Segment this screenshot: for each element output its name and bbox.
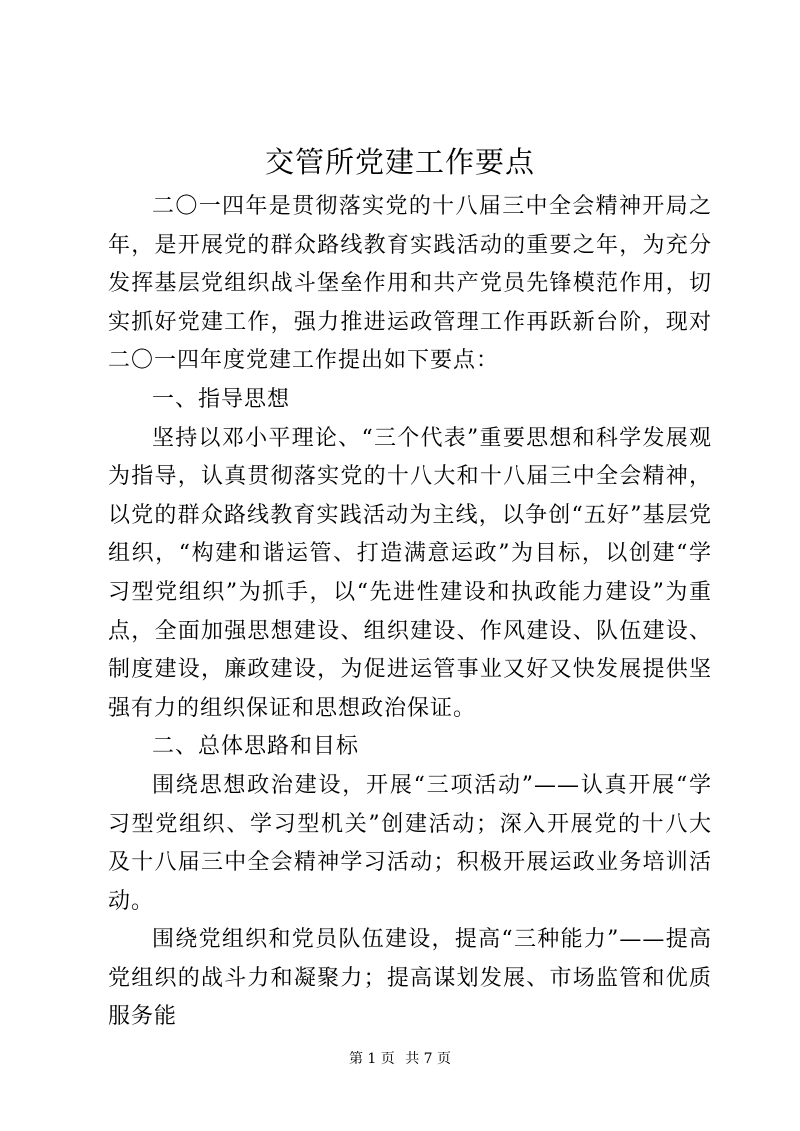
- political-building-paragraph: 围绕思想政治建设，开展“三项活动”——认真开展“学习型党组织、学习型机关”创建活动；深入开展党的十八大及十八届三中全会精神学习活动；积极开展运政业务培训活动。: [108, 772, 712, 914]
- page-number: 第 1 页: [348, 1051, 395, 1067]
- page-footer: [0, 1049, 800, 1069]
- section-heading-guiding-ideology: 一、指导思想: [152, 386, 291, 412]
- page-total: 共 7 页: [405, 1051, 452, 1067]
- intro-paragraph: 二〇一四年是贯彻落实党的十八届三中全会精神开局之年，是开展党的群众路线教育实践活动的重要之年，为充分发挥基层党组织战斗堡垒作用和共产党员先锋模范作用，切实抓好党建工作，强力推进运政管理工作再跃新台阶，现对二〇一四年度党建工作提出如下要点：: [108, 194, 712, 374]
- section-heading-overall-approach: 二、总体思路和目标: [152, 734, 360, 760]
- document-title: 交管所党建工作要点: [264, 145, 535, 179]
- party-team-building-paragraph: 围绕党组织和党员队伍建设，提高“三种能力”——提高党组织的战斗力和凝聚力；提高谋划发展、市场监管和优质服务能: [108, 927, 712, 1030]
- guiding-ideology-paragraph: 坚持以邓小平理论、“三个代表”重要思想和科学发展观为指导，认真贯彻落实党的十八大和十八届三中全会精神，以党的群众路线教育实践活动为主线，以争创“五好”基层党组织，“构建和谐运管、打造满意运政”为目标，以创建“学习型党组织”为抓手，以“先进性建设和执政能力建设”为重点，全面加强思想建设、组织建设、作风建设、队伍建设、制度建设，廉政建设，为促进运管事业又好又快发展提供坚强有力的组织保证和思想政治保证。: [108, 425, 712, 721]
- document-body: [108, 188, 712, 1037]
